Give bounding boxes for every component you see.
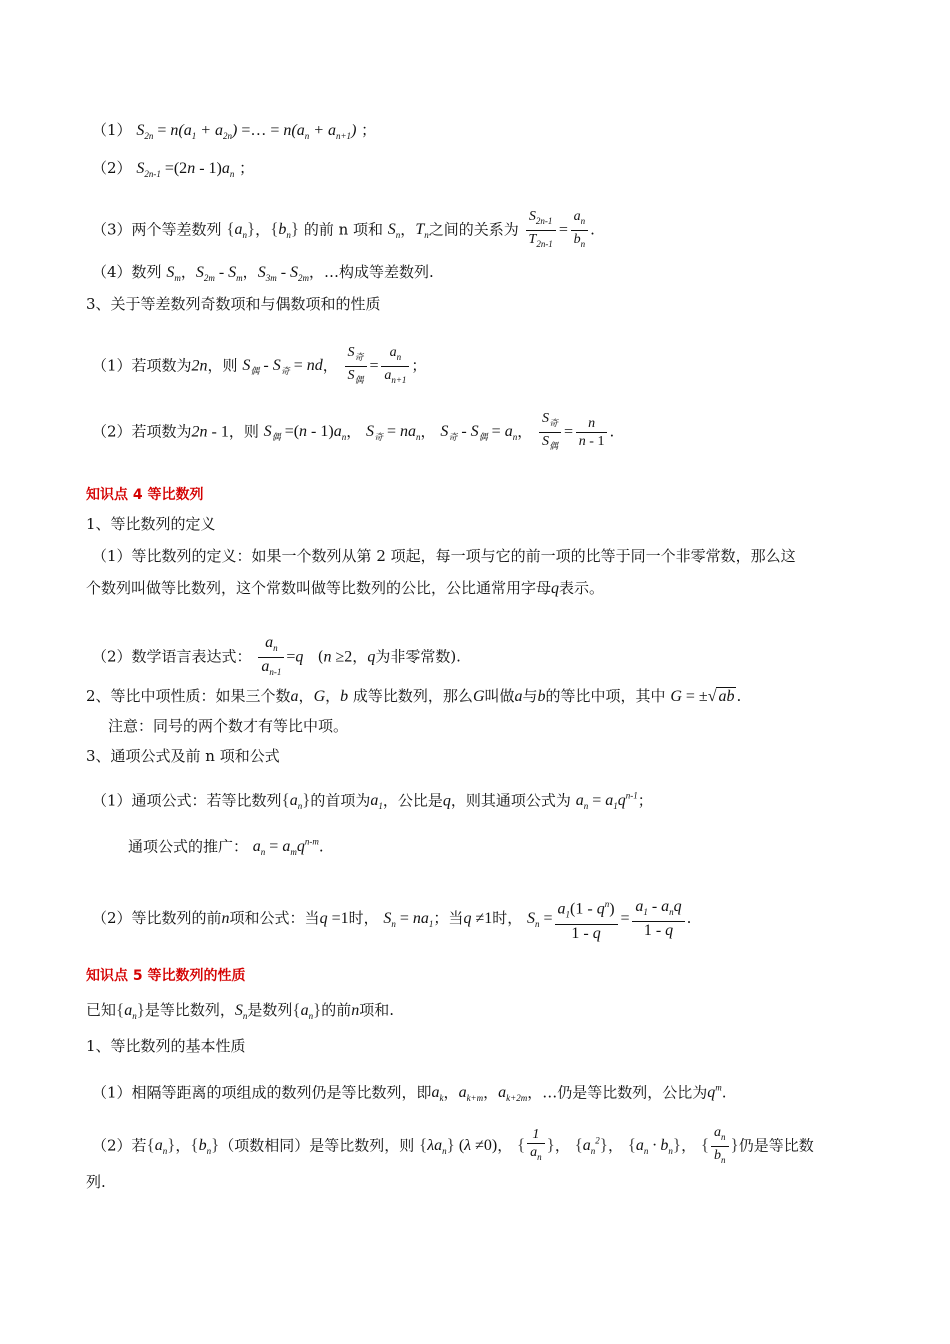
formula-line-1: （1） $S_{2n} = n(a_1 + a_{2n})$ =… = $n(a_n + a_{n+1})$ ； [92, 121, 377, 142]
item-label: （3）两个等差数列 [92, 220, 222, 239]
kp5-prop-1: （1）相隔等距离的项组成的数列仍是等比数列，即$a_k$，$a_{k+m}$，$a_{k+2m}$，…仍是等比数列，公比为$q^m$. [92, 1083, 727, 1104]
text: 时， [492, 908, 523, 927]
text: 是等比数列， [144, 1001, 235, 1019]
kp5-prop-2-end: 列. [86, 1173, 106, 1191]
text: 与 [522, 687, 538, 705]
text: ，…仍是等比数列，公比为 [527, 1083, 708, 1102]
text: 已知 [86, 1001, 117, 1019]
text: ，则其通项公式为 [450, 791, 571, 810]
text: ，公比是 [382, 791, 443, 810]
text: 为非零常数). [375, 647, 461, 666]
heading-kp4: 知识点 4 等比数列 [86, 487, 204, 503]
text: （1）通项公式：若等比数列 [92, 791, 282, 810]
oddeven-item-2: （2）若项数为2n - 1，则 $S_偶 =(n - 1)a_n$， $S_奇 = na_n$， $S_奇 - S_偶 = a_n$， $\frac{S_奇}{S_偶}$ = $\frac{n}{n - 1}$ . [92, 411, 615, 451]
heading-kp5: 知识点 5 等比数列的性质 [86, 968, 246, 984]
text: （2）若 [92, 1136, 147, 1155]
text: 项和公式：当 [229, 908, 320, 927]
text: 时， [348, 908, 379, 927]
text: （项数相同）是等比数列，则 [219, 1136, 415, 1155]
item-label: （4）数列 [92, 263, 162, 281]
item-label: （1） [92, 121, 132, 139]
kp5-intro: 已知$\{a_n\}$是等比数列，$S_n$是数列$\{a_n\}$的前n项和. [86, 1000, 395, 1022]
kp5-basic-title: 1、等比数列的基本性质 [86, 1037, 246, 1055]
kp4-geometric-mean: 2、等比中项性质：如果三个数a，G，b 成等比数列，那么G叫做a与b的等比中项，其中 G = ±√ ab . [86, 687, 742, 705]
text: 2、等比中项性质：如果三个数 [86, 687, 291, 705]
section-title-oddeven: 3、关于等差数列奇数项和与偶数项和的性质 [86, 295, 381, 313]
text: 仍是等比数 [738, 1136, 814, 1155]
item-label: （2） [92, 159, 132, 177]
oddeven-item-1: （1）若项数为2n，则 $S_偶 - S_奇$ = nd， $\frac{S_奇}{S_偶}$ = $\frac{a_n}{a_{n+1}}$ ； [92, 345, 427, 385]
text: 的首项为 [310, 791, 371, 810]
formula-line-3: （3）两个等差数列 $\{a_n\}$，$\{b_n\}$ 的前 n 项和 $S_n$，$T_n$之间的关系为 $\frac{S_{2n-1}}{T_{2n-1}}$ = $\frac{a_n}{b_n}$ . [92, 209, 595, 249]
text: 的等比中项，其中 [545, 687, 666, 705]
kp4-expression: （2）数学语言表达式： $\frac{a_n}{a_{n-1}}$ =q (n ≥2，q为非零常数). [92, 634, 461, 678]
item-text: （1）若项数为 [92, 356, 192, 375]
text: 通项公式的推广： [128, 837, 249, 856]
kp4-def-text-2: 个数列叫做等比数列，这个常数叫做等比数列的公比，公比通常用字母q表示。 [86, 579, 605, 597]
item-text: （2）若项数为 [92, 422, 192, 441]
text: （1）相隔等距离的项组成的数列仍是等比数列，即 [92, 1083, 432, 1102]
kp4-sum-formula: （2）等比数列的前n项和公式：当q =1时， $S_n = na_1$；当q ≠1时， $S_n$ = $\frac{a_1(1 - q^n)}{1 - q}$ = $\frac{a_1 - a_nq}{1 - q}$ . [92, 896, 691, 942]
item-text: 的前 n 项和 [303, 220, 384, 239]
text: 个数列叫做等比数列，这个常数叫做等比数列的公比，公比通常用字母 [86, 579, 552, 597]
text: 成等比数列，那么 [352, 687, 473, 705]
text: ；当 [433, 908, 464, 927]
text: 的前 [321, 1001, 352, 1019]
text: 是数列 [247, 1001, 293, 1019]
item-text: ，…构成等差数列. [309, 263, 434, 281]
item-text: ，则 [228, 422, 259, 441]
text: （2）数学语言表达式： [92, 647, 252, 666]
kp4-def-title: 1、等比数列的定义 [86, 515, 216, 533]
text: 项和. [359, 1001, 395, 1019]
text: 表示。 [559, 579, 605, 597]
formula-line-4: （4）数列 $S_m$，$S_{2m} - S_m$，$S_{3m} - S_{2m}$，…构成等差数列. [92, 263, 434, 284]
text: 叫做 [484, 687, 515, 705]
kp4-general-title: 3、通项公式及前 n 项和公式 [86, 747, 280, 765]
kp4-general-formula: （1）通项公式：若等比数列$\{a_n\}$的首项为$a_1$，公比是q，则其通项公式为 $a_n = a_1q^{n-1}$； [92, 790, 653, 812]
kp4-note: 注意：同号的两个数才有等比中项。 [108, 717, 349, 735]
kp4-general-ext: 通项公式的推广： $a_n = a_mq^{n-m}$. [128, 837, 324, 858]
kp5-prop-2: （2）若$\{a_n\}$，$\{b_n\}$（项数相同）是等比数列，则 $\{\lambda a_n\}$ (λ ≠0)， { $\frac{1}{a_n}$ }， $\{a_n^2\}$， $\{a_n \cdot b_n\}$， { $\frac{a_n}{b_n}$ }仍是等比数 [92, 1125, 814, 1165]
text: （2）等比数列的前 [92, 908, 222, 927]
item-text: ，则 [207, 356, 238, 375]
item-text: 之间的关系为 [428, 220, 519, 239]
formula-line-2: （2） $S_{2n-1} =(2n - 1)a_n$ ； [92, 159, 255, 180]
kp4-def-text-1: （1）等比数列的定义：如果一个数列从第 2 项起，每一项与它的前一项的比等于同一个非零常数，那么这 [92, 547, 796, 565]
